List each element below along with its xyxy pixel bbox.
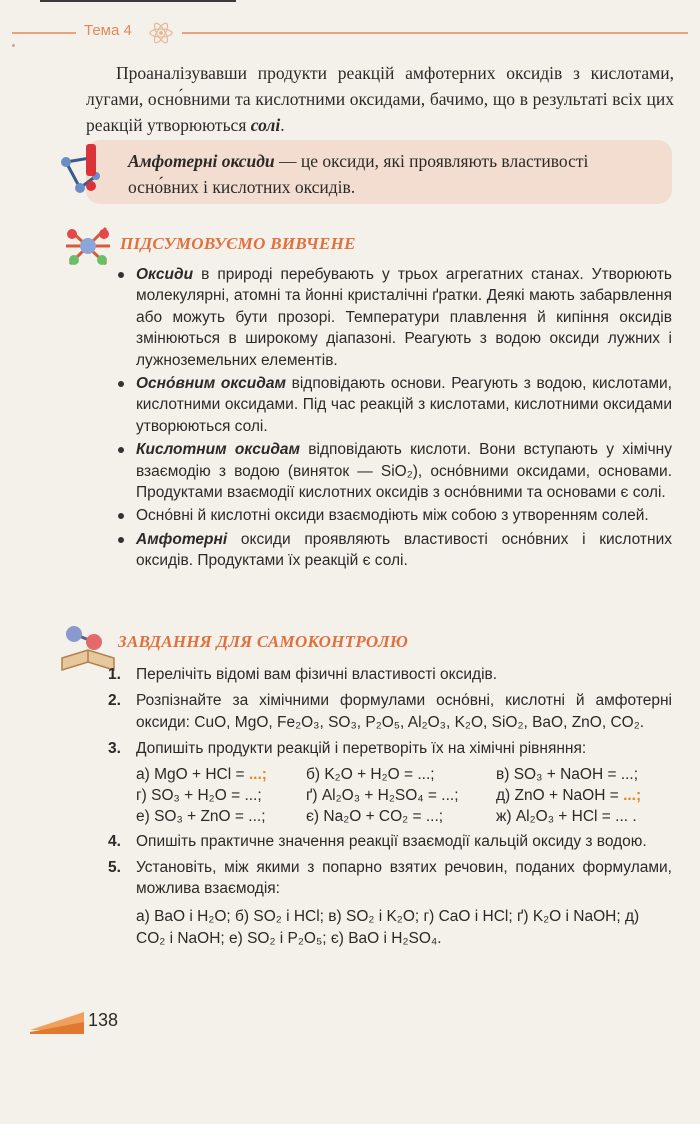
list-item: Осно́вні й кислотні оксиди взаємодіють між собою з утворенням солей. <box>116 505 672 526</box>
list-item: Оксиди в природі перебувають у трьох агрегатних станах. Утворюють молекулярні, атомні та йонні кристалічні ґратки. Деякі мають забарвлення або можуть бути прозорі. Температури плавлення й кипіння оксидів змінюються в широкому діапазоні. Реагують з водою оксиди лужних і лужноземельних елементів. <box>116 264 672 371</box>
reaction: в) SO₃ + NaOH = ...; <box>496 765 639 783</box>
summary-heading: ПІДСУМОВУЄМО ВИВЧЕНЕ <box>120 234 356 253</box>
reaction: є) Na₂O + CO₂ = ...; <box>306 807 444 825</box>
self-control-heading: ЗАВДАННЯ ДЛЯ САМОКОНТРОЛЮ <box>118 632 409 651</box>
top-rule <box>40 0 236 2</box>
task-item: 1. Перелічіть відомі вам фізичні властивості оксидів. <box>108 666 498 683</box>
header-rule-left <box>12 32 76 34</box>
task-item: 5. Установіть, між якими з попарно взятих речовин, поданих формулами, можлива взаємодія: <box>108 859 672 898</box>
list-item: Осно́вним оксидам відповідають основи. Реагують з водою, кислотами, кислотними оксидами. Під час реакцій з кислотами, кислотними оксидами утворюються солі. <box>116 373 672 437</box>
task-item: 2. Розпізнайте за хімічними формулами осно́вні, кислотні й амфотерні оксиди: CuO, MgO, Fe₂O₃, SO₃, P₂O₅, Al₂O₃, K₂O, SiO₂, BaO, ZnO, CO₂. <box>108 692 672 731</box>
task-item: 3. Допишіть продукти реакцій і перетворіть їх на хімічні рівняння: <box>108 740 587 758</box>
intro-bold-word: солі <box>250 115 281 135</box>
margin-dot <box>12 44 15 47</box>
atom-icon <box>148 22 174 44</box>
reaction: г) SO₃ + H₂O = ...; <box>136 786 262 804</box>
reaction: е) SO₃ + ZnO = ...; <box>136 807 266 825</box>
reaction: ґ) Al₂O₃ + H₂SO₄ = ...; <box>306 786 459 804</box>
page-number: 138 <box>88 1010 119 1030</box>
page-corner-decoration <box>30 1008 84 1034</box>
intro-text: Проаналізувавши продукти реакцій амфотерних оксидів з кислотами, лугами, осно́вними та кислотними оксидами, бачимо, що в результаті всіх цих реакцій утворюються <box>86 63 674 135</box>
definition-text <box>128 148 656 200</box>
task-item: 4. Опишіть практичне значення реакції взаємодії кальцій оксиду з водою. <box>108 832 647 850</box>
molecule-exclamation-icon <box>56 140 116 204</box>
intro-paragraph <box>86 60 674 138</box>
list-item: Амфотерні оксиди проявляють властивості осно́вних і кислотних оксидів. Продуктами їх реакцій є солі. <box>116 529 672 572</box>
reaction-grid <box>106 764 672 827</box>
summary-molecule-icon <box>60 220 116 272</box>
summary-list <box>116 264 672 572</box>
task5-options: а) BaO і H₂O; б) SO₂ і HCl; в) SO₂ і K₂O; г) CaO і HCl; ґ) K₂O і NaOH; д) CO₂ і NaOH; е) SO₂ і P₂O₅; є) BaO і H₂SO₄. <box>136 907 640 947</box>
header-rule-right <box>182 32 688 34</box>
reaction: д) ZnO + NaOH = ...; <box>496 786 642 804</box>
definition-term: Амфотерні оксиди <box>128 151 275 171</box>
intro-end: . <box>280 115 285 135</box>
task-list <box>106 664 672 950</box>
reaction: а) MgO + HCl = ...; <box>136 765 267 783</box>
list-item: Кислотним оксидам відповідають кислоти. Вони вступають у хімічну взаємодію з водою (виняток — SiO₂), осно́вними оксидами, основами. Продуктами взаємодії кислотних оксидів з осно́вними та основами є солі. <box>116 439 672 503</box>
theme-label: Тема 4 <box>84 22 132 39</box>
definition-body: — це оксиди, які проявляють властивості осно́вних і кислотних оксидів. <box>128 151 589 197</box>
reaction: б) K₂O + H₂O = ...; <box>306 765 435 783</box>
reaction: ж) Al₂O₃ + HCl = ... . <box>496 807 637 825</box>
